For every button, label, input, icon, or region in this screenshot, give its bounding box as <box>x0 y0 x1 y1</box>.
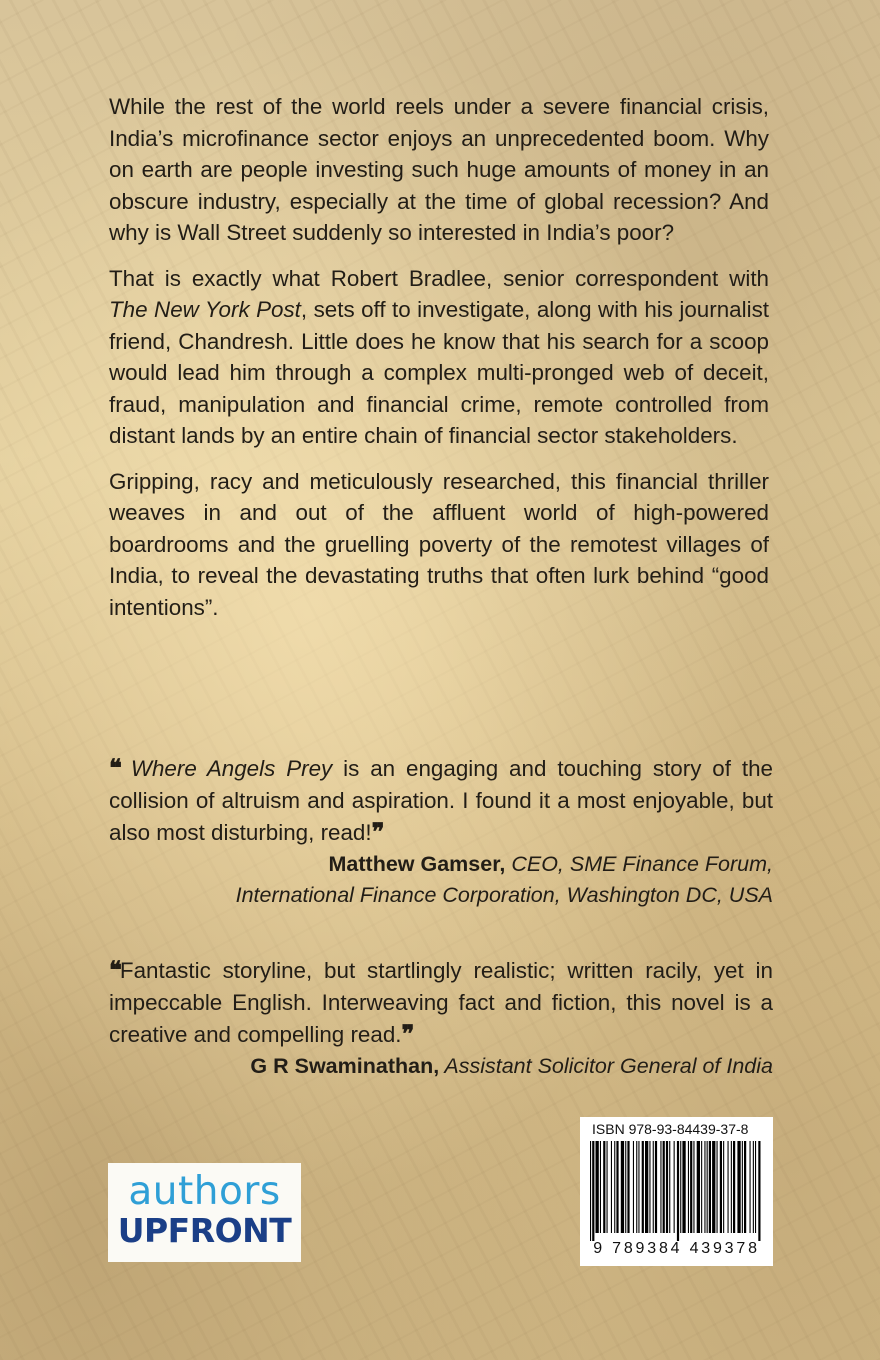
barcode-bar <box>660 1141 661 1233</box>
barcode-bar <box>663 1141 665 1233</box>
testimonial-1-org <box>109 880 773 911</box>
barcode-bar <box>636 1141 637 1233</box>
barcode-bars <box>590 1141 763 1241</box>
barcode-bar <box>592 1141 594 1241</box>
close-quote-icon: ❞ <box>401 1019 413 1048</box>
blurb <box>109 91 769 637</box>
barcode-bar <box>669 1141 670 1233</box>
barcode-bar <box>704 1141 705 1233</box>
open-quote-icon: ❝ <box>109 753 120 782</box>
barcode-bar <box>625 1141 626 1233</box>
newspaper-title: The New York Post <box>109 297 301 322</box>
barcode-bar <box>701 1141 702 1233</box>
testimonial-2-author: G R Swaminathan, <box>250 1053 440 1078</box>
barcode-bar <box>717 1141 718 1233</box>
testimonial-2-role: Assistant Solicitor General of India <box>439 1053 773 1078</box>
blurb-paragraph-3: Gripping, racy and meticulously researched, this financial thriller weaves in and out of the affluent world of high-powered boardrooms and the gruelling poverty of the remotest villages of India, to reveal the devastating truths that often lurk behind “good intentions”. <box>109 468 769 620</box>
barcode-bar <box>728 1141 729 1233</box>
barcode-bar <box>723 1141 724 1233</box>
barcode-bar <box>627 1141 629 1233</box>
barcode-bar <box>693 1141 694 1233</box>
barcode-bar <box>603 1141 605 1233</box>
blurb-paragraph-2 <box>109 263 769 452</box>
barcode-bar <box>607 1141 608 1233</box>
isbn-barcode <box>580 1117 773 1266</box>
barcode-bar <box>753 1141 754 1233</box>
testimonial-1-body: is an engaging and touching story of the collision of altruism and aspiration. I found it a most enjoyable, but also most disturbing, read! <box>109 756 773 845</box>
testimonial-1-author: Matthew Gamser, <box>328 851 506 876</box>
testimonial-1-role: CEO, SME Finance Forum, <box>505 851 773 876</box>
blurb-p2-start: That is exactly what Robert Bradlee, senior correspondent with <box>109 265 769 291</box>
barcode-bar <box>655 1141 657 1233</box>
barcode-bar <box>645 1141 648 1233</box>
barcode-bar <box>750 1141 751 1233</box>
barcode-bar <box>666 1141 668 1233</box>
testimonial-2 <box>109 954 773 1082</box>
publisher-logo-line1: authors <box>128 1169 281 1214</box>
blurb-p2-end: , sets off to investigate, along with his journalist friend, Chandresh. Little does he know that his search for a scoop would lead him through a complex multi-pronged web of deceit, fraud, manipulation and financial crime, remote controlled from distant lands by an entire chain of financial sector stakeholders. <box>109 297 769 448</box>
barcode-bar <box>680 1141 681 1233</box>
testimonial-2-body: Fantastic storyline, but startlingly realistic; written racily, yet in impeccable English. Interweaving fact and fiction, this novel is a creative and compelling read. <box>109 958 773 1047</box>
testimonial-1-attribution <box>109 849 773 880</box>
testimonial-2-text <box>109 954 773 1051</box>
barcode-bar <box>653 1141 654 1233</box>
barcode-bar <box>611 1141 612 1233</box>
testimonial-1-text <box>109 752 773 849</box>
publisher-logo <box>108 1163 301 1262</box>
barcode-bar <box>755 1141 756 1233</box>
barcode-bar <box>682 1141 685 1233</box>
barcode-bar <box>737 1141 740 1233</box>
publisher-logo-line2: UPFRONT <box>117 1211 292 1250</box>
barcode-bar <box>744 1141 746 1233</box>
barcode-bar <box>621 1141 624 1233</box>
barcode-bar <box>590 1141 591 1241</box>
barcode-bar <box>633 1141 634 1233</box>
barcode-bar <box>707 1141 708 1233</box>
barcode-bar <box>642 1141 644 1233</box>
barcode-bar <box>677 1141 679 1241</box>
barcode-bar <box>709 1141 711 1233</box>
barcode-bar <box>649 1141 650 1233</box>
barcode-bar <box>697 1141 700 1233</box>
barcode-bar <box>733 1141 735 1233</box>
barcode-bar <box>720 1141 722 1233</box>
barcode-bar <box>638 1141 639 1233</box>
close-quote-icon: ❞ <box>371 817 383 846</box>
barcode-bar <box>614 1141 615 1233</box>
barcode-bar <box>742 1141 743 1233</box>
testimonial-1-organization: International Finance Corporation, Washington DC, USA <box>235 882 773 907</box>
isbn-label: ISBN 978-93-84439-37-8 <box>592 1121 749 1137</box>
book-title: Where Angels Prey <box>130 756 333 781</box>
testimonial-2-attribution <box>109 1051 773 1082</box>
barcode-bar <box>690 1141 692 1233</box>
barcode-bar <box>596 1141 599 1233</box>
barcode-bar <box>731 1141 732 1233</box>
blurb-paragraph-1: While the rest of the world reels under a severe financial crisis, India’s microfinance sector enjoys an unprecedented boom. Why on earth are people investing such huge amounts of money in an obscure industry, especially at the time of global recession? And why is Wall Street suddenly so interested in India’s poor? <box>109 94 769 245</box>
barcode-bar <box>758 1141 760 1241</box>
barcode-bar <box>674 1141 675 1233</box>
barcode-bar <box>712 1141 715 1233</box>
open-quote-icon: ❝ <box>109 955 120 984</box>
barcode-bar <box>616 1141 618 1233</box>
barcode-bar <box>688 1141 689 1233</box>
testimonial-1 <box>109 752 773 911</box>
barcode-bar <box>600 1141 601 1233</box>
barcode-digits: 9 789384 439378 <box>593 1240 760 1257</box>
